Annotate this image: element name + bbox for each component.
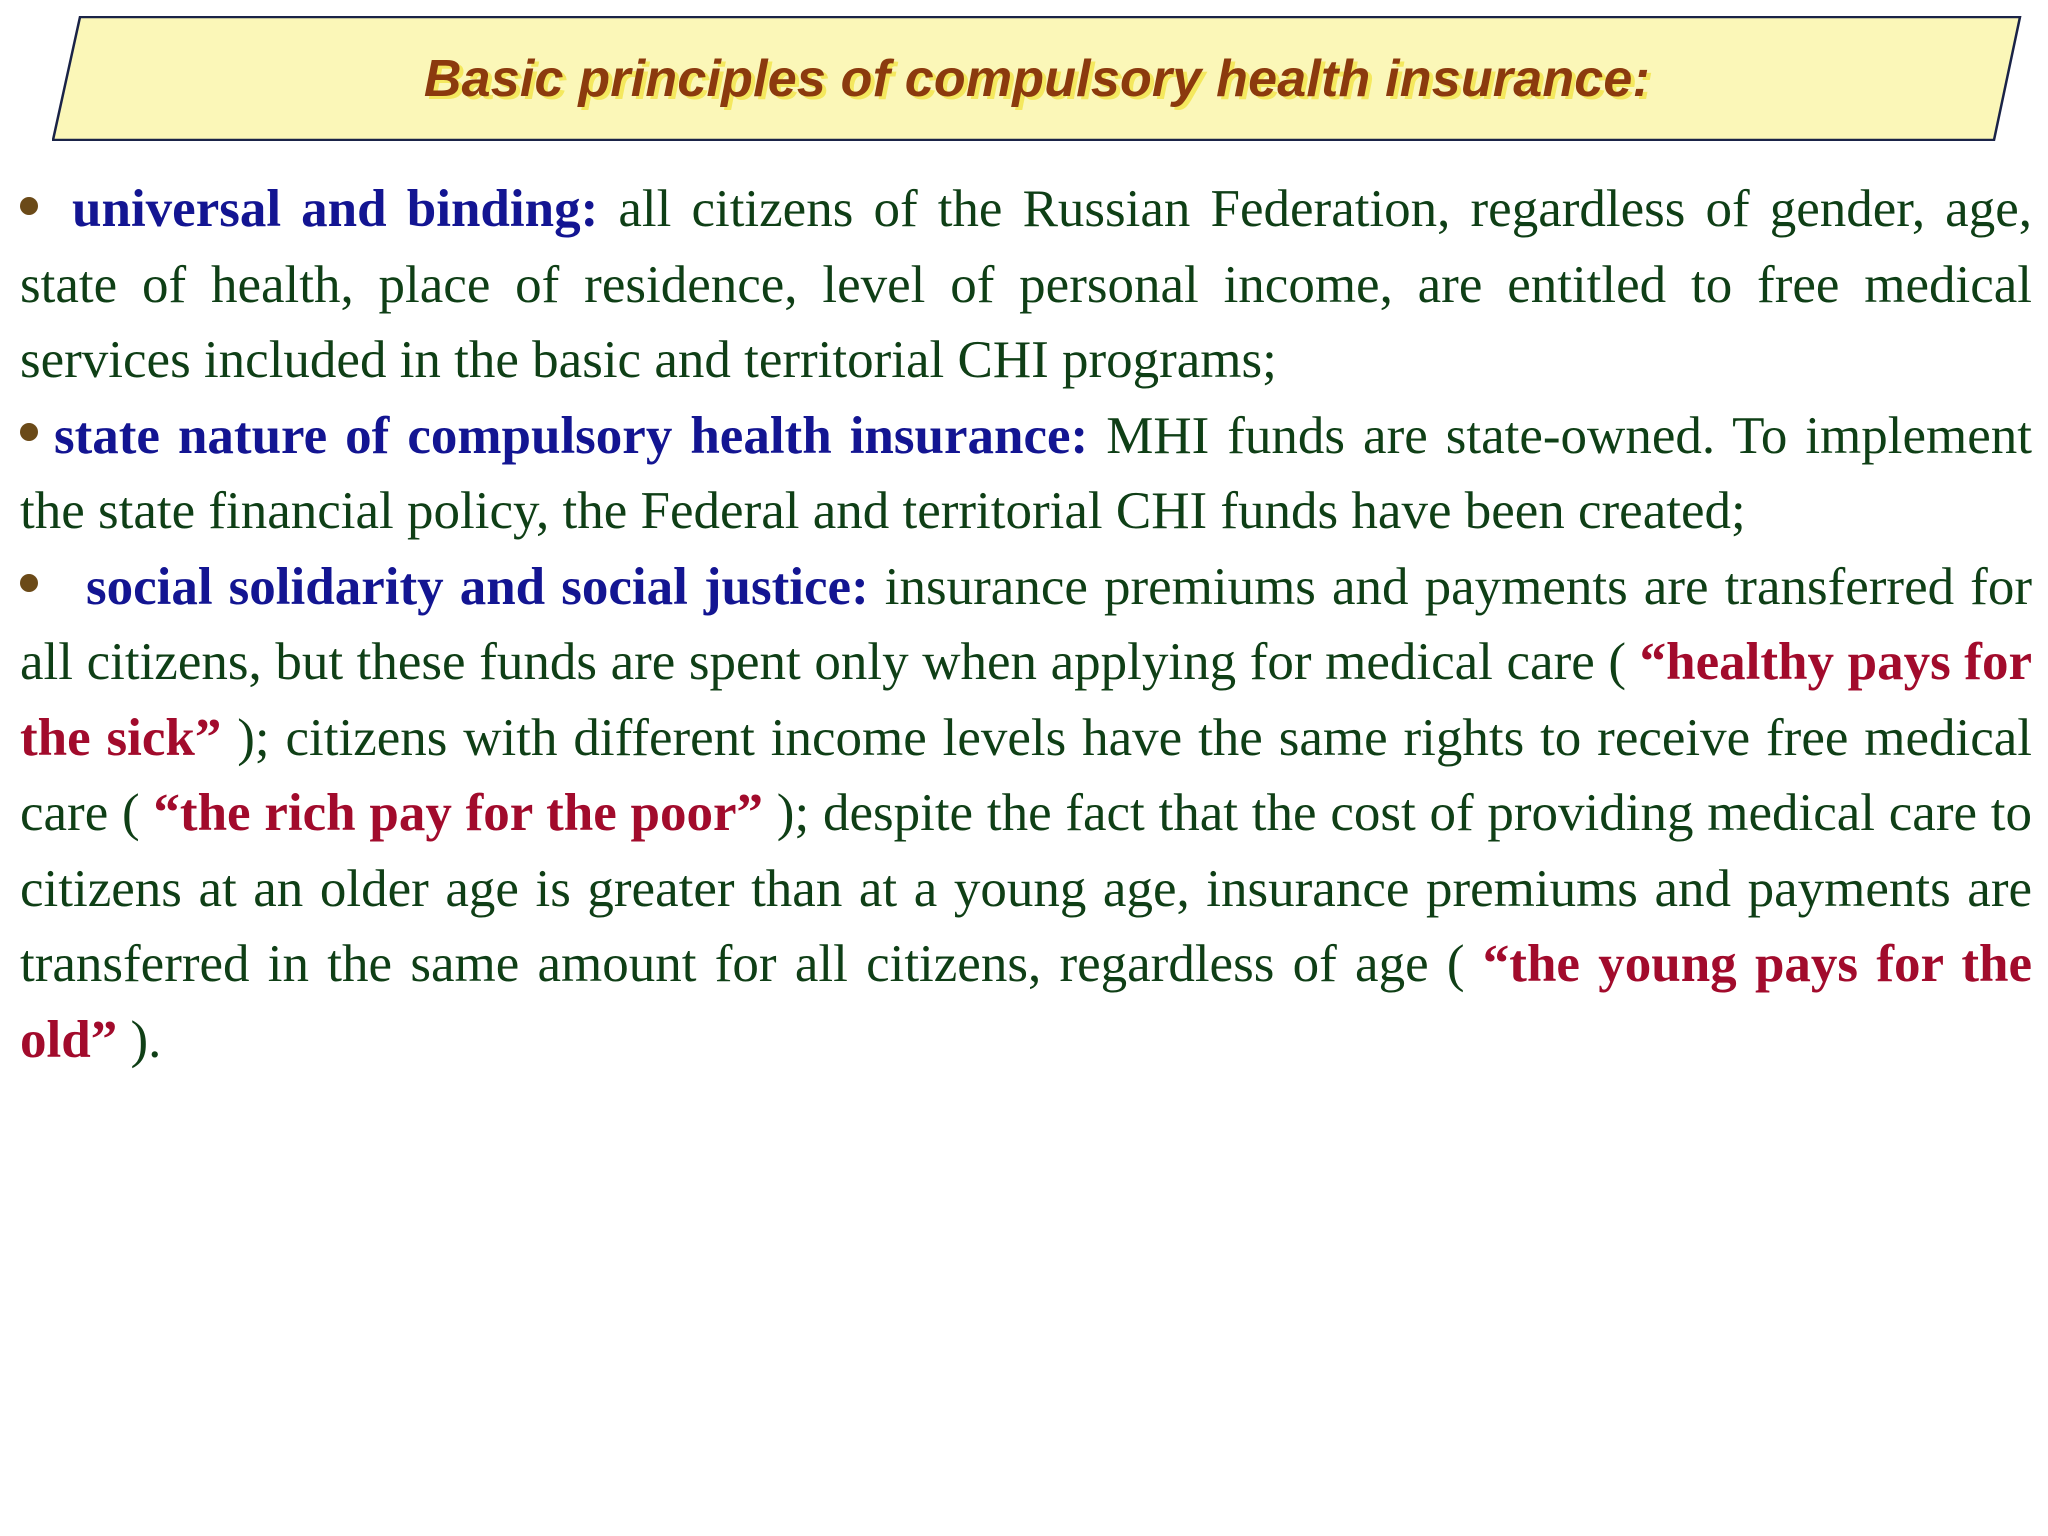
principles-list bbox=[20, 172, 2032, 1078]
principle-quote: “the young pays for the old” bbox=[20, 935, 2032, 1069]
principle-text: ). bbox=[117, 1010, 162, 1069]
page-title: Basic principles of compulsory health insurance: bbox=[423, 49, 1651, 108]
principle-term: state nature of compulsory health insurance: bbox=[54, 406, 1089, 465]
bullet-icon bbox=[20, 423, 38, 441]
principle-item bbox=[20, 399, 2032, 550]
principle-quote: “healthy pays for the sick” bbox=[20, 633, 2032, 767]
principle-quote: “the rich pay for the poor” bbox=[153, 784, 764, 842]
principle-text: all citizens of the Russian Federation, regardless of gender, age, state of health, place of residence, level of personal income, are entitled to free medical services included in the basic and territorial CHI programs; bbox=[20, 180, 2032, 389]
principle-term: social solidarity and social justice: bbox=[86, 557, 869, 616]
bullet-icon bbox=[20, 197, 38, 215]
bullet-icon bbox=[20, 574, 38, 592]
principle-item bbox=[20, 172, 2032, 399]
principle-term: universal and binding: bbox=[72, 180, 599, 238]
principle-text: ); despite the fact that the cost of providing medical care to citizens at an older age is greater than at a young age, insurance premiums and payments are transferred in the same amount for all citizens, regardless of age ( bbox=[20, 784, 2032, 993]
principle-item bbox=[20, 550, 2032, 1079]
principle-text: MHI funds are state-owned. To implement the state financial policy, the Federal and territorial CHI funds have been created; bbox=[20, 406, 2033, 540]
principle-text: insurance premiums and payments are transferred for all citizens, but these funds are spent only when applying for medical care ( bbox=[20, 557, 2032, 691]
title-banner bbox=[52, 16, 2022, 141]
principle-text: ); citizens with different income levels have the same rights to receive free medical care ( bbox=[20, 708, 2033, 842]
